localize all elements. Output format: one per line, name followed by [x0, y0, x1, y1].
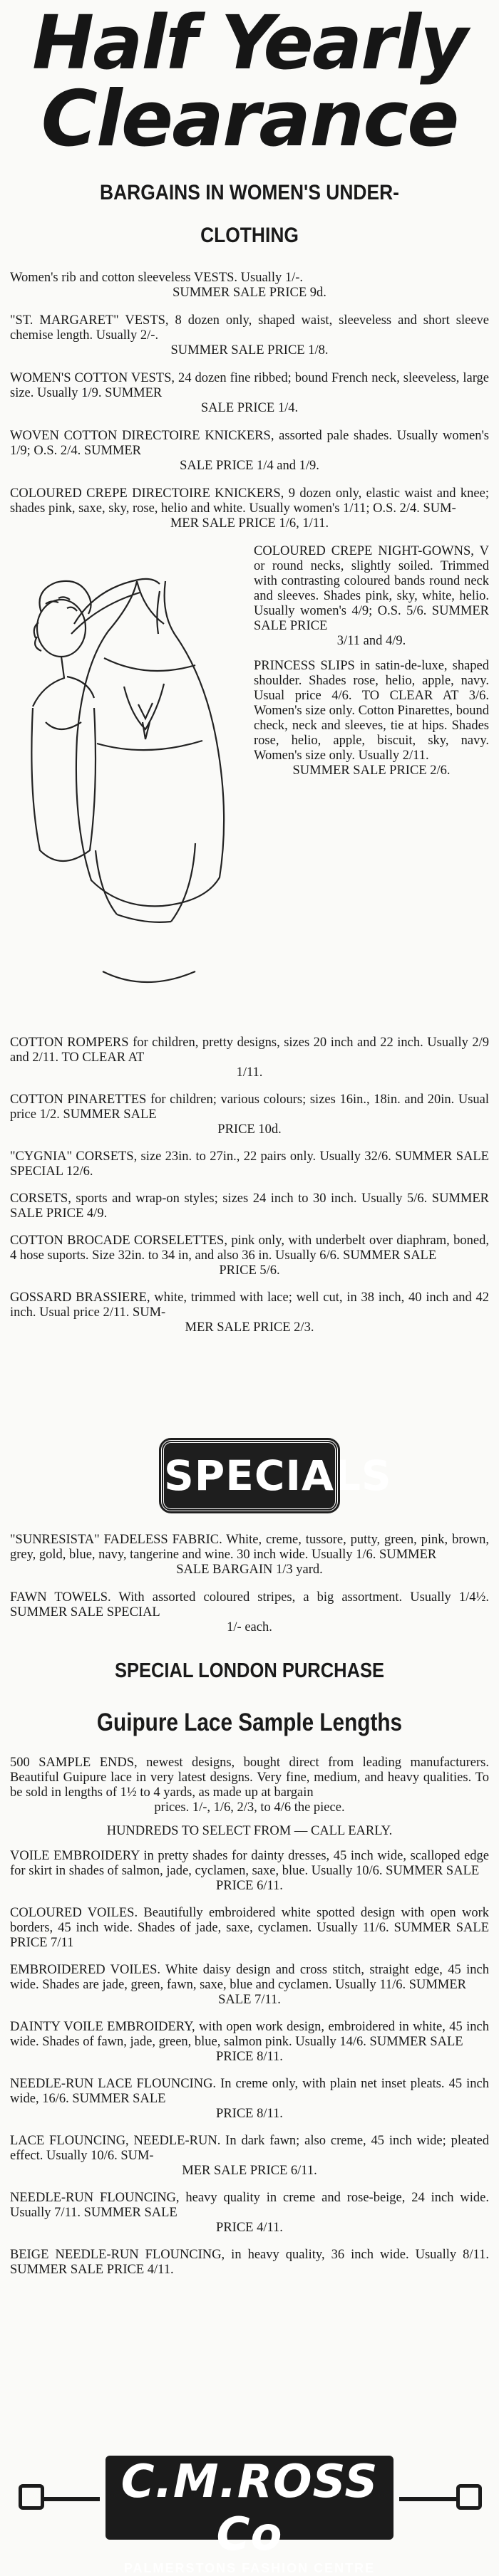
listing-price: PRICE 8/11.	[216, 2107, 283, 2121]
london-intro	[10, 1756, 489, 1815]
logo-tagline: PALMERSTONS FASHION CENTRE	[123, 2561, 376, 2575]
listing-text: "ST. MARGARET" VESTS, 8 dozen only, shaped waist, sleeveless and short sleeve chemise length. Usually 2/-.	[10, 313, 489, 343]
listing-item	[10, 371, 489, 416]
section-heading-line-1: BARGAINS IN WOMEN'S UNDER-	[100, 181, 399, 204]
listing-text: COTTON BROCADE CORSELETTES, pink only, with underbelt over diaphram, boned, 4 hose suports. Size 32in. to 34 in, and also 36 in. Usually 6/6. SUMMER SALE	[10, 1234, 489, 1263]
listing-item	[10, 2248, 489, 2278]
listing-price: prices. 1/-, 1/6, 2/3, to 4/6 the piece.	[154, 1800, 345, 1815]
listing-price: SUMMER SALE PRICE 9d.	[173, 286, 326, 300]
listing-text: COLOURED CREPE DIRECTOIRE KNICKERS, 9 dozen only, elastic waist and knee; shades pink, saxe, sky, rose, helio and white. Usually women's 1/11; O.S. 2/4. SUM-	[10, 486, 489, 516]
listing-price: PRICE 10d.	[217, 1122, 282, 1137]
listing-item	[10, 1234, 489, 1278]
listing-item	[10, 2134, 489, 2179]
banner-line-1: Half Yearly	[32, 0, 467, 86]
banner-line-2: Clearance	[41, 75, 458, 164]
listing-text: CORSETS, sports and wrap-on styles; sizes 24 inch to 30 inch. Usually 5/6. SUMMER SALE PRICE 4/9.	[10, 1191, 489, 1221]
listing-price: MER SALE PRICE 6/11.	[182, 2164, 317, 2178]
chain-link-icon	[19, 2484, 44, 2510]
listing-item	[254, 544, 489, 649]
store-logo	[106, 2456, 393, 2575]
london-purchase-heading: SPECIAL LONDON PURCHASE	[114, 1659, 385, 1682]
listing-price: SALE BARGAIN 1/3 yard.	[176, 1563, 323, 1577]
listing-text: 500 SAMPLE ENDS, newest designs, bought direct from leading manufacturers. Beautiful Guipure lace in very latest designs. Very fine, medium, and heavy qualities. To be sold in lengths of 1½ to 4 yards, as made up at bargain	[10, 1756, 489, 1800]
chain-link-icon	[456, 2484, 482, 2510]
listing-price: SALE 7/11.	[218, 1993, 281, 2007]
listing-text: NEEDLE-RUN LACE FLOUNCING. In creme only, with plain net inset pleats. 45 inch wide, 16/6. SUMMER SALE	[10, 2077, 489, 2106]
listing-item	[10, 429, 489, 474]
listing-item	[10, 1036, 489, 1080]
listing-item	[10, 486, 489, 531]
listing-item	[10, 1906, 489, 1951]
listing-item	[10, 1849, 489, 1894]
listing-item	[10, 1590, 489, 1635]
select-early-note: HUNDREDS TO SELECT FROM — CALL EARLY.	[106, 1824, 393, 1838]
listing-text: "SUNRESISTA" FADELESS FABRIC. White, creme, tussore, putty, green, pink, brown, grey, gold, blue, navy, tangerine and wine. 30 inch wide. Usually 1/6. SUMMER	[10, 1533, 489, 1562]
listing-text: LACE FLOUNCING, NEEDLE-RUN. In dark fawn; also creme, 45 inch wide; pleated effect. Usually 10/6. SUM-	[10, 2134, 489, 2163]
listing-text: COLOURED VOILES. Beautifully embroidered white spotted design with open work borders, 45 inch wide. Shades of jade, saxe, cyclamen. Usually 11/6. SUMMER SALE PRICE 7/11	[10, 1906, 489, 1950]
underclothing-list-continued	[10, 1036, 489, 1335]
store-footer	[0, 2456, 499, 2575]
listing-text: FAWN TOWELS. With assorted coloured stripes, a big assortment. Usually 1/4½. SUMMER SALE SPECIAL	[10, 1590, 489, 1620]
nightgown-slip-text	[254, 544, 489, 788]
listing-price: PRICE 6/11.	[216, 1879, 283, 1893]
listing-price: MER SALE PRICE 1/6, 1/11.	[170, 516, 329, 531]
listing-text: Women's rib and cotton sleeveless VESTS. Usually 1/-.	[10, 271, 304, 285]
listing-price: SUMMER SALE PRICE 1/8.	[170, 343, 329, 358]
logo-mark: C.M.ROSS Co	[120, 2456, 379, 2561]
listing-item	[10, 1756, 489, 1815]
listing-item	[254, 659, 489, 778]
underclothing-list	[10, 271, 489, 531]
woman-holding-nightgown-illustration	[17, 544, 231, 1036]
specials-badge: SPECIALS	[161, 1440, 338, 1511]
listing-item	[10, 271, 489, 301]
listing-text: DAINTY VOILE EMBROIDERY, with open work design, embroidered in white, 45 inch wide. Shades of fawn, jade, green, blue, salmon pink. Usually 14/6. SUMMER SALE	[10, 2020, 489, 2049]
listing-text: PRINCESS SLIPS in satin-de-luxe, shaped shoulder. Shades rose, helio, apple, navy. Usual price 4/6. TO CLEAR AT 3/6. Women's size only. Cotton Pinarettes, bound check, neck and sleeves, tie at hips. Shades rose, helio, apple, biscuit, sky, navy. Women's size only. Usually 2/11.	[254, 659, 490, 763]
section-heading-line-2: CLOTHING	[200, 224, 299, 247]
listing-text: WOVEN COTTON DIRECTOIRE KNICKERS, assorted pale shades. Usually women's 1/9; O.S. 2/4. SUMMER	[10, 429, 489, 458]
listing-text: COTTON ROMPERS for children, pretty designs, sizes 20 inch and 22 inch. Usually 2/9 and 2/11. TO CLEAR AT	[10, 1036, 489, 1065]
listing-text: BEIGE NEEDLE-RUN FLOUNCING, in heavy quality, 36 inch wide. Usually 8/11. SUMMER SALE PRICE 4/11.	[10, 2248, 489, 2277]
listing-text: COTTON PINARETTES for children; various colours; sizes 16in., 18in. and 20in. Usual price 1/2. SUMMER SALE	[10, 1093, 489, 1122]
listing-item	[10, 1093, 489, 1137]
listing-price: SUMMER SALE PRICE 2/6.	[292, 763, 451, 778]
listing-item	[10, 1533, 489, 1578]
listing-text: "CYGNIA" CORSETS, size 23in. to 27in., 22 pairs only. Usually 32/6. SUMMER SALE SPECIAL 12/6.	[10, 1149, 489, 1179]
listing-price: PRICE 8/11.	[216, 2050, 283, 2064]
listing-text: VOILE EMBROIDERY in pretty shades for dainty dresses, 45 inch wide, scalloped edge for skirt in shades of salmon, jade, cyclamen, saxe, blue. Usually 10/6. SUMMER SALE	[10, 1849, 489, 1878]
listing-item	[10, 1290, 489, 1335]
listing-price: 1/- each.	[227, 1620, 272, 1634]
listing-price: 3/11 and 4/9.	[336, 634, 406, 648]
listing-item	[10, 2020, 489, 2065]
listing-item	[10, 1191, 489, 1221]
listing-item	[10, 313, 489, 358]
listing-item	[10, 1963, 489, 2008]
lace-list	[10, 1849, 489, 2278]
listing-price: MER SALE PRICE 2/3.	[185, 1320, 314, 1335]
guipure-subheading: Guipure Lace Sample Lengths	[96, 1709, 403, 1736]
listing-price: SALE PRICE 1/4.	[200, 401, 299, 415]
illustrated-block	[10, 544, 489, 1036]
listing-price: SALE PRICE 1/4 and 1/9.	[180, 459, 319, 473]
listing-text: GOSSARD BRASSIERE, white, trimmed with lace; well cut, in 38 inch, 40 inch and 42 inch. Usual price 2/11. SUM-	[10, 1290, 489, 1320]
listing-price: PRICE 4/11.	[216, 2221, 283, 2235]
listing-text: NEEDLE-RUN FLOUNCING, heavy quality in creme and rose-beige, 24 inch wide. Usually 7/11. SUMMER SALE	[10, 2191, 489, 2220]
listing-item	[10, 2077, 489, 2122]
listing-price: 1/11.	[236, 1065, 263, 1080]
listing-text: WOMEN'S COTTON VESTS, 24 dozen fine ribbed; bound French neck, sleeveless, large size. Usually 1/9. SUMMER	[10, 371, 489, 400]
specials-list	[10, 1533, 489, 1635]
listing-item	[10, 2191, 489, 2236]
listing-text: EMBROIDERED VOILES. White daisy design and cross stitch, straight edge, 45 inch wide. Shades are jade, green, fawn, saxe, blue and cyclamen. Usually 11/6. SUMMER	[10, 1963, 489, 1992]
listing-text: COLOURED CREPE NIGHT-GOWNS, V or round necks, slightly soiled. Trimmed with contrasting coloured bands round neck and sleeves. Shades pink, sky, white, helio. Usually women's 4/9; O.S. 5/6. SUMMER SALE PRICE	[254, 544, 489, 633]
listing-price: PRICE 5/6.	[219, 1263, 280, 1278]
listing-item	[10, 1149, 489, 1179]
